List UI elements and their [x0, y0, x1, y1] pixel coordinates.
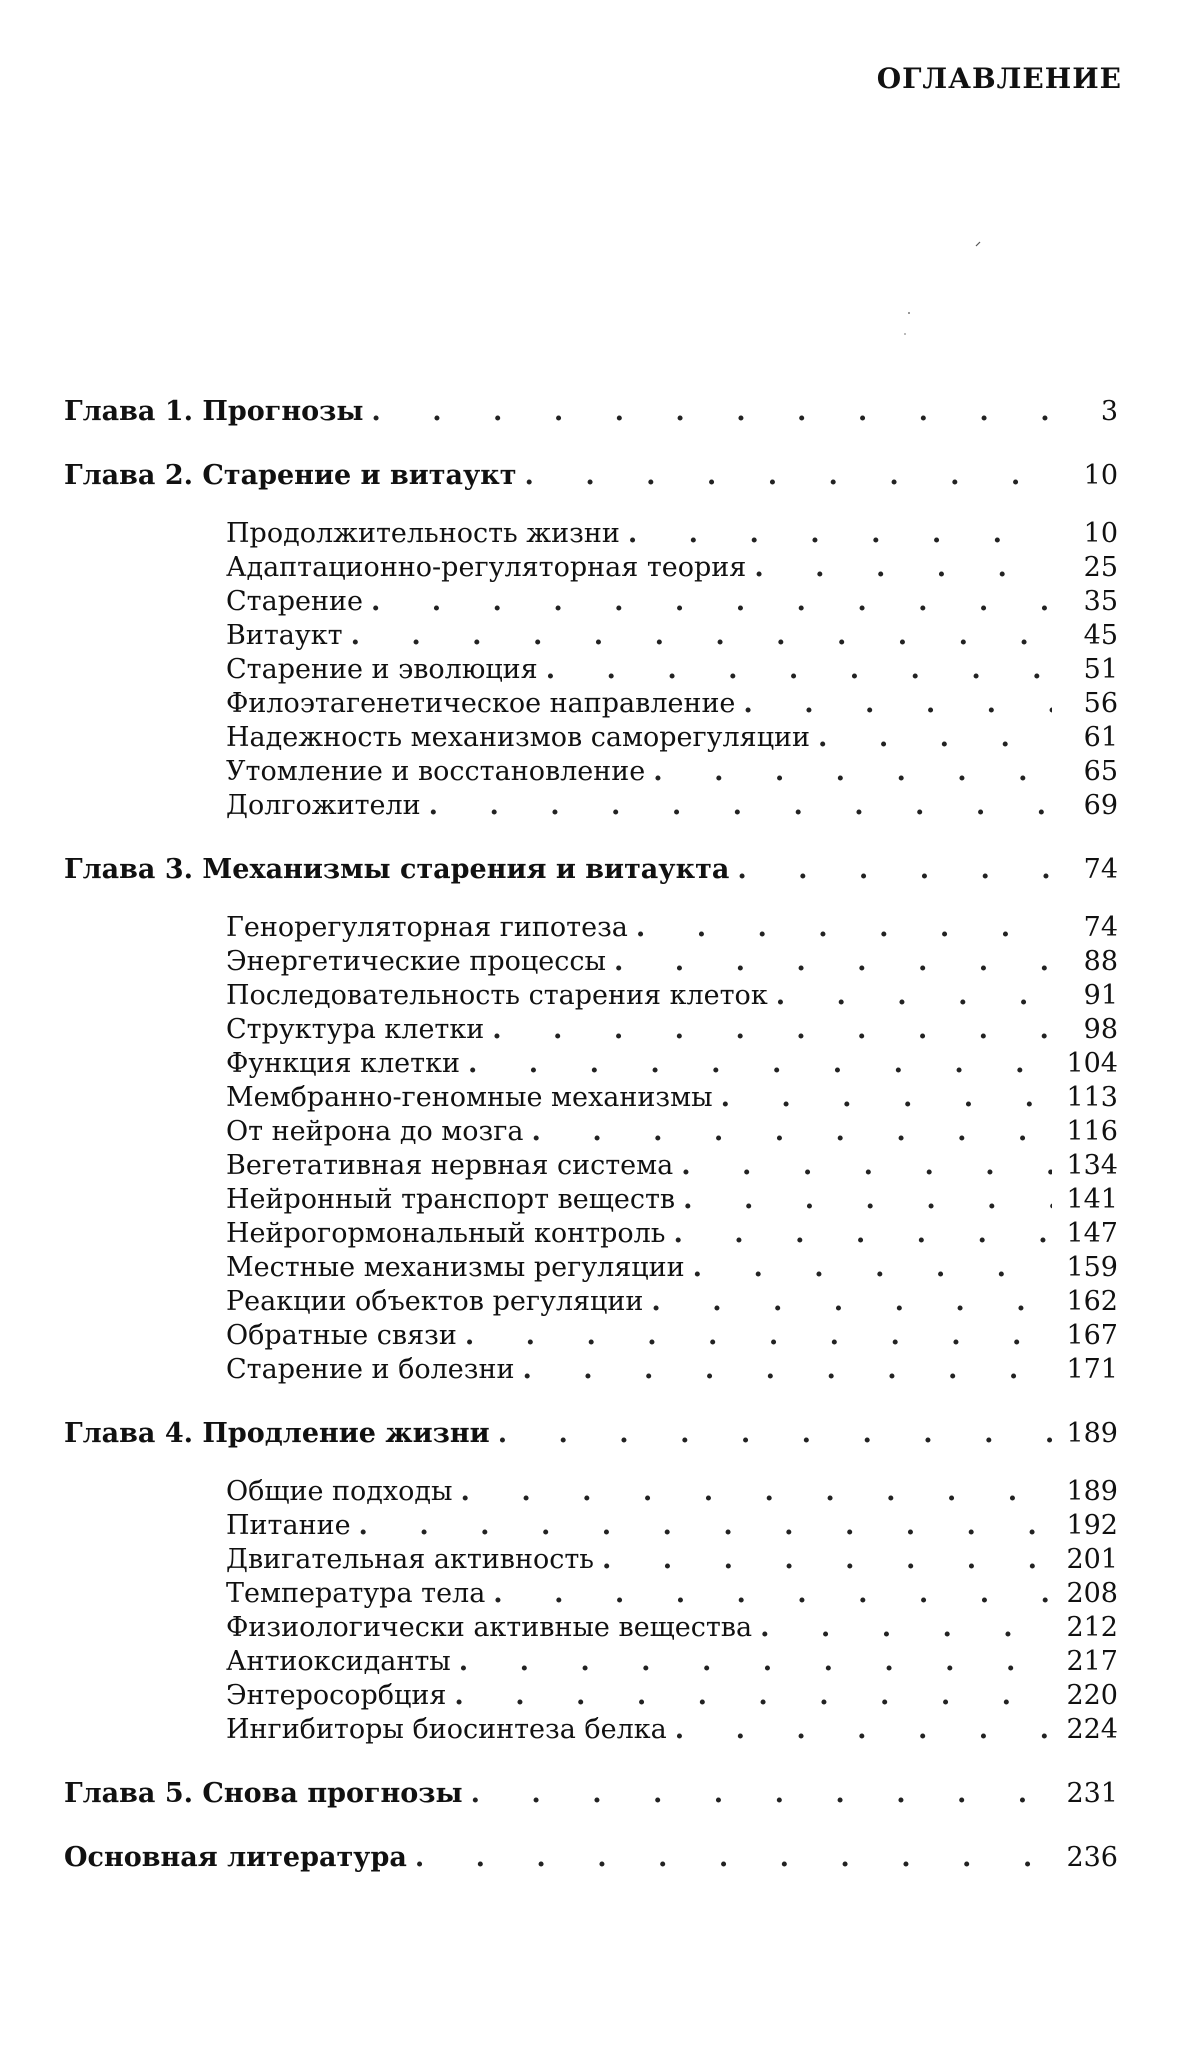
page-number: 116	[1066, 1116, 1118, 1147]
toc-section-row	[64, 517, 1118, 551]
page-number: 10	[1083, 460, 1118, 491]
dot-leader	[776, 979, 1052, 1013]
dot-leader	[415, 1841, 1052, 1875]
dot-leader	[471, 1777, 1052, 1811]
dot-leader	[465, 1319, 1052, 1353]
toc-section-row	[64, 619, 1118, 653]
section-title: Надежность механизмов саморегуляции	[226, 722, 811, 753]
toc-section-row	[64, 1577, 1118, 1611]
page-number: 74	[1083, 854, 1118, 885]
toc-section-row	[64, 1251, 1118, 1285]
dot-leader	[454, 1679, 1052, 1713]
dot-leader	[754, 551, 1052, 585]
section-title: Местные механизмы регуляции	[226, 1252, 685, 1283]
toc-section-row	[64, 551, 1118, 585]
section-title: Адаптационно-регуляторная теория	[226, 552, 747, 583]
page-number: 88	[1083, 946, 1118, 977]
page-number: 224	[1066, 1714, 1118, 1745]
section-title: Нейрогормональный контроль	[226, 1218, 666, 1249]
dot-leader	[760, 1611, 1052, 1645]
section-title: Генорегуляторная гипотеза	[226, 912, 628, 943]
toc-section-row	[64, 1353, 1118, 1387]
section-title: Последовательность старения клеток	[226, 980, 768, 1011]
dot-leader	[683, 1183, 1052, 1217]
toc-section-row	[64, 1285, 1118, 1319]
dot-leader	[429, 789, 1052, 823]
chapter-title: Глава 1. Прогнозы	[64, 396, 364, 427]
toc-section-row	[64, 979, 1118, 1013]
dot-leader	[818, 721, 1052, 755]
section-title: Энергетические процессы	[226, 946, 606, 977]
section-title: Функция клетки	[226, 1048, 460, 1079]
section-title: Утомление и восстановление	[226, 756, 646, 787]
dot-leader	[693, 1251, 1052, 1285]
toc-chapter-row	[64, 1777, 1118, 1811]
toc-section-row	[64, 585, 1118, 619]
dot-leader	[492, 1013, 1052, 1047]
page-number: 189	[1066, 1418, 1118, 1449]
chapter-title: Основная литература	[64, 1842, 407, 1873]
toc-section-row	[64, 653, 1118, 687]
section-title: Вегетативная нервная система	[226, 1150, 674, 1181]
toc-chapter-row	[64, 853, 1118, 887]
page-number: 171	[1066, 1354, 1118, 1385]
toc-chapter-row	[64, 1417, 1118, 1451]
dot-leader	[468, 1047, 1052, 1081]
toc-section-row	[64, 1475, 1118, 1509]
chapter-title: Глава 4. Продление жизни	[64, 1418, 490, 1449]
page-number: 208	[1066, 1578, 1118, 1609]
page-number: 74	[1083, 912, 1118, 943]
dot-leader	[351, 619, 1052, 653]
section-title: Двигательная активность	[226, 1544, 594, 1575]
toc-section-row	[64, 1149, 1118, 1183]
dot-leader	[498, 1417, 1052, 1451]
section-title: Питание	[226, 1510, 351, 1541]
page-number: 98	[1083, 1014, 1118, 1045]
page-number: 51	[1083, 654, 1118, 685]
toc-section-row	[64, 1115, 1118, 1149]
toc-section-row	[64, 1081, 1118, 1115]
section-title: Долгожители	[226, 790, 421, 821]
dot-leader	[651, 1285, 1052, 1319]
toc-section-row	[64, 789, 1118, 823]
section-title: Старение и болезни	[226, 1354, 515, 1385]
dot-leader	[628, 517, 1052, 551]
toc-section-row	[64, 1319, 1118, 1353]
section-title: От нейрона до мозга	[226, 1116, 524, 1147]
section-title: Обратные связи	[226, 1320, 457, 1351]
dot-leader	[675, 1713, 1052, 1747]
dot-leader	[614, 945, 1052, 979]
page-number: 189	[1066, 1476, 1118, 1507]
page-number: 141	[1066, 1184, 1118, 1215]
section-title: Энтеросорбция	[226, 1680, 447, 1711]
dot-leader	[461, 1475, 1052, 1509]
section-title: Старение	[226, 586, 363, 617]
toc-section-row	[64, 1679, 1118, 1713]
dot-leader	[681, 1149, 1052, 1183]
page-number: 104	[1066, 1048, 1118, 1079]
page-number: 134	[1066, 1150, 1118, 1181]
page-number: 231	[1066, 1778, 1118, 1809]
toc-section-row	[64, 1217, 1118, 1251]
section-title: Продолжительность жизни	[226, 518, 620, 549]
chapter-title: Глава 5. Снова прогнозы	[64, 1778, 463, 1809]
page-number: 192	[1066, 1510, 1118, 1541]
section-title: Температура тела	[226, 1578, 486, 1609]
dot-leader	[532, 1115, 1052, 1149]
toc-section-row	[64, 1183, 1118, 1217]
dot-leader	[636, 911, 1052, 945]
page-number: 162	[1066, 1286, 1118, 1317]
toc-section-row	[64, 721, 1118, 755]
page-number: 56	[1083, 688, 1118, 719]
toc-section-row	[64, 945, 1118, 979]
page-number: 167	[1066, 1320, 1118, 1351]
page-title: ОГЛАВЛЕНИЕ	[876, 62, 1122, 95]
scan-specks	[0, 0, 1200, 400]
section-title: Антиоксиданты	[226, 1646, 451, 1677]
page-number: 65	[1083, 756, 1118, 787]
dot-leader	[673, 1217, 1052, 1251]
page-number: 212	[1066, 1612, 1118, 1643]
page-number: 91	[1083, 980, 1118, 1011]
dot-leader	[493, 1577, 1052, 1611]
page-number: 10	[1083, 518, 1118, 549]
page-number: 217	[1066, 1646, 1118, 1677]
section-title: Физиологически активные вещества	[226, 1612, 753, 1643]
section-title: Мембранно-геномные механизмы	[226, 1082, 713, 1113]
page-number: 3	[1100, 396, 1118, 427]
chapter-title: Глава 3. Механизмы старения и витаукта	[64, 854, 730, 885]
page-number: 147	[1066, 1218, 1118, 1249]
dot-leader	[737, 853, 1052, 887]
section-title: Ингибиторы биосинтеза белка	[226, 1714, 667, 1745]
toc-section-row	[64, 1047, 1118, 1081]
toc-section-row	[64, 687, 1118, 721]
dot-leader	[522, 1353, 1052, 1387]
dot-leader	[602, 1543, 1052, 1577]
toc-section-row	[64, 1509, 1118, 1543]
section-title: Нейронный транспорт веществ	[226, 1184, 676, 1215]
dot-leader	[653, 755, 1052, 789]
dot-leader	[371, 585, 1052, 619]
page-number: 113	[1066, 1082, 1118, 1113]
page-number: 25	[1083, 552, 1118, 583]
toc-section-row	[64, 911, 1118, 945]
page-number: 35	[1083, 586, 1118, 617]
section-title: Старение и эволюция	[226, 654, 538, 685]
toc-section-row	[64, 1713, 1118, 1747]
toc-section-row	[64, 1013, 1118, 1047]
dot-leader	[721, 1081, 1052, 1115]
page-number: 69	[1083, 790, 1118, 821]
toc-chapter-row	[64, 459, 1118, 493]
page-number: 159	[1066, 1252, 1118, 1283]
toc-section-row	[64, 1645, 1118, 1679]
chapter-title: Глава 2. Старение и витаукт	[64, 460, 517, 491]
dot-leader	[546, 653, 1052, 687]
page-number: 220	[1066, 1680, 1118, 1711]
toc-section-row	[64, 755, 1118, 789]
dot-leader	[359, 1509, 1052, 1543]
section-title: Общие подходы	[226, 1476, 453, 1507]
toc-section-row	[64, 1611, 1118, 1645]
dot-leader	[743, 687, 1052, 721]
table-of-contents	[64, 395, 1118, 1875]
section-title: Филоэтагенетическое направление	[226, 688, 736, 719]
toc-chapter-row	[64, 395, 1118, 429]
section-title: Витаукт	[226, 620, 343, 651]
dot-leader	[525, 459, 1052, 493]
page-number: 201	[1066, 1544, 1118, 1575]
section-title: Структура клетки	[226, 1014, 485, 1045]
page-number: 236	[1066, 1842, 1118, 1873]
dot-leader	[459, 1645, 1052, 1679]
page-number: 61	[1083, 722, 1118, 753]
dot-leader	[371, 395, 1052, 429]
page-number: 45	[1083, 620, 1118, 651]
toc-section-row	[64, 1543, 1118, 1577]
section-title: Реакции объектов регуляции	[226, 1286, 644, 1317]
toc-chapter-row	[64, 1841, 1118, 1875]
